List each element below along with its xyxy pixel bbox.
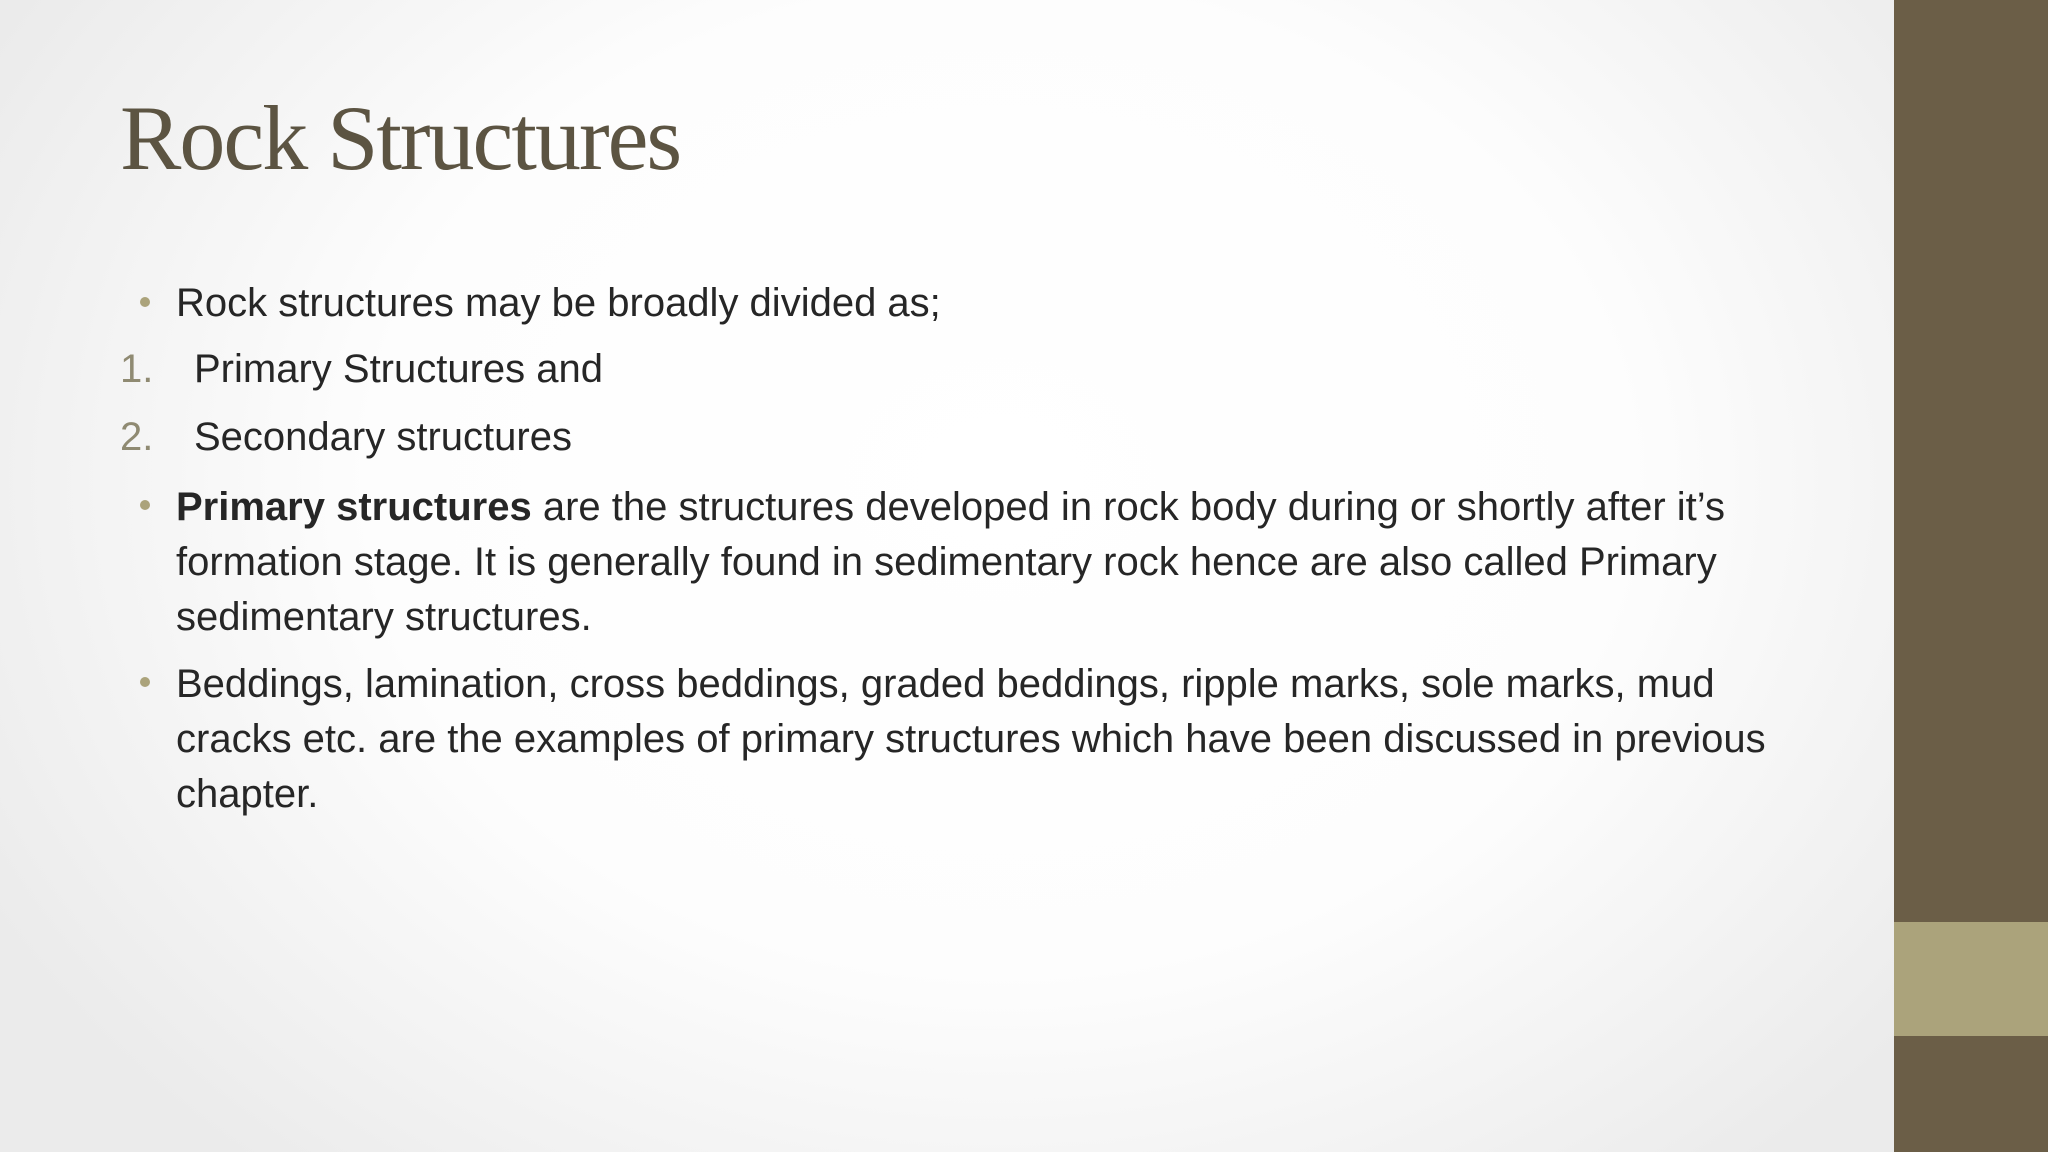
bullet-dot: [140, 297, 150, 307]
numbered-item-2: Secondary structures: [194, 415, 572, 459]
slide-title: Rock Structures: [120, 87, 681, 189]
side-accent-block: [1894, 922, 2048, 1036]
bullet-dot: [140, 500, 150, 510]
list-number-2: 2.: [120, 415, 154, 459]
examples-paragraph: Beddings, lamination, cross beddings, graded beddings, ripple marks, sole marks, mud cracks etc. are the examples of primary structures which have been discussed in previous chapter.: [176, 662, 1766, 816]
bullet-dot: [140, 677, 150, 687]
intro-bullet-text: Rock structures may be broadly divided as;: [176, 281, 941, 325]
primary-structures-term: Primary structures: [176, 485, 532, 529]
numbered-item-1: Primary Structures and: [194, 347, 604, 391]
primary-structures-paragraph: [176, 480, 1836, 645]
list-number-1: 1.: [120, 347, 154, 391]
primary-structures-definition: are the structures developed in rock body during or shortly after it’s formation stage. It is generally found in sedimentary rock hence are also called Primary sedimentary structures.: [176, 485, 1725, 639]
